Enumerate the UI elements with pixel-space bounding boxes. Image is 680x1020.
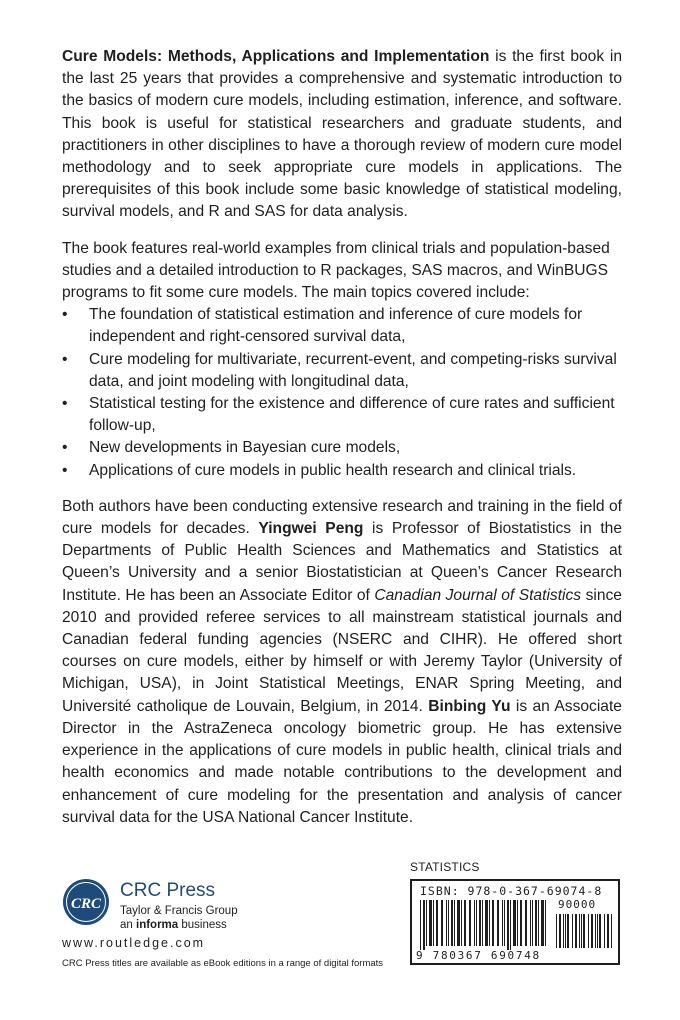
barcode-bar	[441, 900, 443, 946]
barcode-bar	[457, 900, 460, 946]
barcode-bar	[607, 914, 609, 948]
list-item: • Applications of cure models in public health research and clinical trials.	[62, 460, 622, 482]
barcode-bar	[597, 914, 598, 948]
barcode-bar	[583, 914, 585, 948]
crc-logo-icon	[62, 878, 110, 926]
barcode-bar	[611, 914, 612, 948]
book-title: Cure Models: Methods, Applications and Implementation	[62, 48, 490, 65]
barcode-bar	[482, 900, 483, 946]
intro-paragraph	[62, 46, 622, 224]
barcode-bar	[436, 900, 438, 946]
barcode-bar	[545, 900, 546, 946]
barcode-bar	[504, 900, 505, 946]
barcode-bar	[532, 900, 533, 946]
barcode-bar	[541, 900, 544, 946]
price-code: 90000	[558, 898, 597, 911]
barcode-bar	[433, 900, 434, 946]
barcode-bar	[423, 900, 425, 950]
barcode-bar	[565, 914, 566, 948]
barcode-bar	[492, 900, 494, 946]
barcode-bar	[451, 900, 453, 946]
barcode-bar	[559, 914, 561, 948]
barcode-bar	[575, 914, 577, 948]
publisher-url[interactable]: www.routledge.com	[62, 936, 206, 950]
barcode-bar	[469, 900, 471, 946]
features-paragraph: The book features real-world examples from clinical trials and population-based studies and a detailed introduction to R packages, SAS macros, and WinBUGS programs to fit some cure models. The main topics covered include:	[62, 239, 610, 302]
barcode-bar	[517, 900, 518, 946]
barcode-bar	[556, 914, 557, 948]
barcode-bar	[429, 900, 432, 946]
barcode-bar	[497, 900, 499, 946]
publisher-group: Taylor & Francis Group	[120, 905, 238, 917]
barcode-bar	[604, 914, 605, 948]
author-name: Yingwei Peng	[258, 520, 364, 538]
barcode-bar	[479, 900, 481, 946]
barcode-bar	[461, 900, 462, 946]
bullet-icon: •	[62, 350, 68, 368]
barcode-bar	[567, 914, 569, 948]
barcode-bar	[579, 914, 580, 948]
barcode-bar	[588, 914, 589, 948]
barcode-bar	[502, 900, 503, 946]
informa-line: an informa business	[120, 919, 227, 931]
barcode-bar	[591, 914, 593, 948]
barcode-bar	[538, 900, 539, 946]
bullet-icon: •	[62, 395, 68, 413]
intro-text: is the first book in the last 25 years that provides a comprehensive and systematic introduction to the basics of modern cure models, including estimation, inference, and software. This book is useful for statistical researchers and graduate students, and practitioners in other disciplines to have a thorough review of modern cure model methodology and to seek appropriate cure models in applications. The prerequisites of this book include some basic knowledge of statistical modeling, survival models, and R and SAS for data analysis.	[62, 48, 622, 221]
logo-text: CRC	[70, 896, 102, 912]
barcode-bar	[448, 900, 449, 946]
barcode-bar	[420, 900, 421, 950]
barcode-bar	[426, 900, 427, 946]
barcode-bar	[454, 900, 455, 946]
barcode-bar	[485, 900, 488, 946]
barcode-bar	[595, 914, 596, 948]
barcode-bar	[476, 900, 477, 946]
publisher-brand	[120, 880, 238, 932]
barcode-bar	[464, 900, 466, 946]
bullet-icon: •	[62, 461, 68, 479]
back-cover-text	[62, 46, 622, 829]
authors-paragraph: Both authors have been conducting extensive research and training in the field of cure models for decades. Yingwei Peng is Professor of Biostatistics in the Departments of Public Health Sciences and Mathematics and Statistics at Queen’s University and a senior Biostatistician at Queen’s Cancer Research Institute. He has been an Associate Editor of Canadian Journal of Statistics since 2010 and provided referee services to all mainstream statistical journals and Canadian federal funding agencies (NSERC and CIHR). He offered short courses on cure models, either by himself or with Jeremy Taylor (University of Michigan, USA), in Joint Statistical Meetings, ENAR Spring Meeting, and Université catholique de Louvain, Belgium, in 2014. Binbing Yu is an Associate Director in the AstraZeneca oncology biometric group. He has extensive experience in the applications of cure models in public health, clinical trials and health economics and made notable contributions to the development and enhancement of cure modeling for the presentation and analysis of cancer survival data for the USA National Cancer Institute.	[62, 497, 623, 826]
journal-name: Canadian Journal of Statistics	[374, 586, 582, 604]
barcode-bar	[489, 900, 490, 946]
list-item: • The foundation of statistical estimation and inference of cure models for independent and right-censored survival data,	[62, 306, 583, 346]
list-item: • Statistical testing for the existence and difference of cure rates and sufficient follow-up,	[62, 395, 615, 435]
list-item: • Cure modeling for multivariate, recurrent-event, and competing-risks survival data, and joint modeling with longitudinal data,	[62, 350, 617, 390]
barcode-bar	[581, 914, 582, 948]
ebook-note: CRC Press titles are available as eBook editions in a range of digital formats	[62, 958, 384, 969]
barcode-bar	[530, 900, 531, 946]
barcode-bar	[474, 900, 475, 946]
publisher-name: CRC Press	[120, 880, 216, 901]
ean-digits: 9 780367 690748	[416, 949, 541, 962]
barcode-bar	[599, 914, 601, 948]
barcode-bar	[525, 900, 527, 946]
barcode-bar	[520, 900, 522, 946]
barcode-bar	[507, 900, 509, 950]
barcode-bar	[563, 914, 564, 948]
isbn-text: ISBN: 978-0-367-69074-8	[420, 884, 603, 898]
list-item: • New developments in Bayesian cure models,	[62, 437, 622, 459]
barcode-bar	[513, 900, 516, 946]
barcode-bar	[572, 914, 573, 948]
category-label: STATISTICS	[410, 860, 480, 874]
bullet-icon: •	[62, 439, 68, 457]
topics-list	[62, 304, 622, 482]
author-name: Binbing Yu	[428, 697, 511, 715]
barcode-bar	[535, 900, 537, 946]
bullet-icon: •	[62, 306, 68, 324]
barcode-bar	[446, 900, 447, 946]
barcode	[410, 879, 620, 965]
barcode-bar	[510, 900, 511, 950]
